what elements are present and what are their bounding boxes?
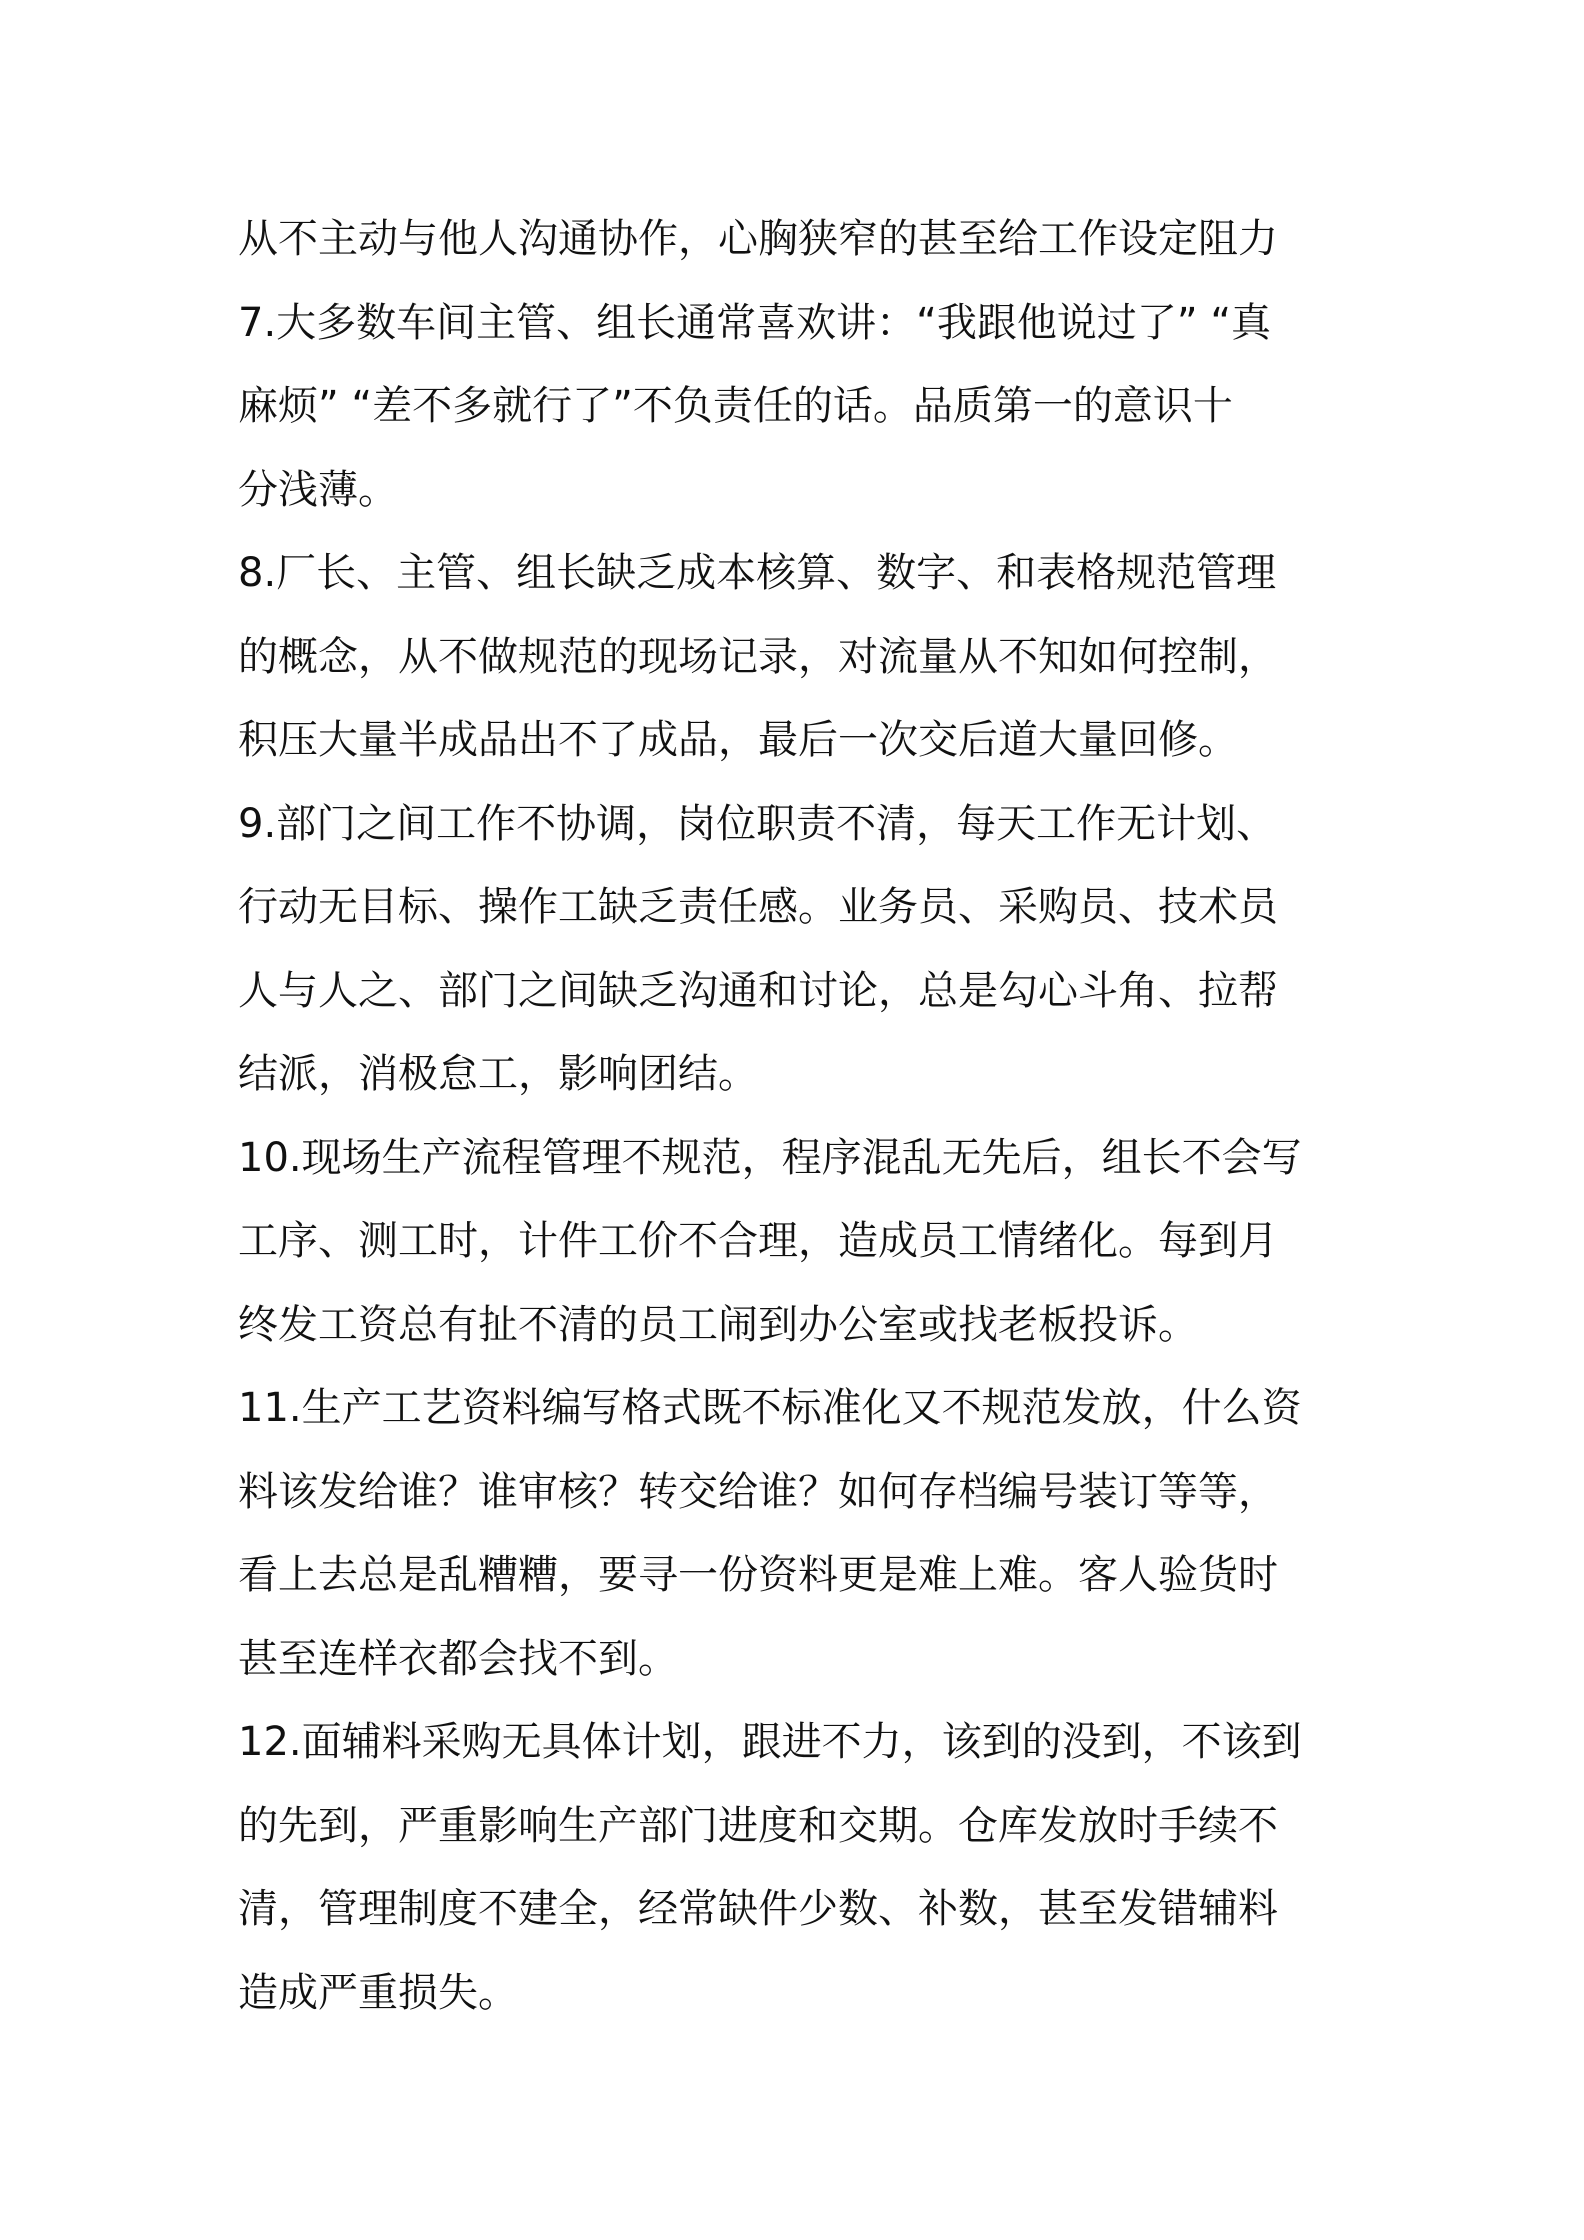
text-line: 结派，消极怠工，影响团结。	[238, 1051, 758, 1097]
text-line: 8.厂长、主管、组长缺乏成本核算、数字、和表格规范管理	[238, 550, 1277, 596]
text-line: 甚至连样衣都会找不到。	[238, 1635, 678, 1682]
text-line: 工序、测工时，计件工价不合理，造成员工情绪化。每到月	[238, 1218, 1278, 1264]
text-line: 的概念，从不做规范的现场记录，对流量从不知如何控制，	[238, 633, 1278, 680]
text-line: 7.大多数车间主管、组长通常喜欢讲：“我跟他说过了” “真	[238, 299, 1272, 346]
text-line: 9.部门之间工作不协调，岗位职责不清，每天工作无计划、	[238, 800, 1277, 847]
text-line: 人与人之、部门之间缺乏沟通和讨论，总是勾心斗角、拉帮	[238, 967, 1278, 1014]
text-line: 造成严重损失。	[238, 1969, 518, 2016]
text-line: 看上去总是乱糟糟，要寻一份资料更是难上难。客人验货时	[238, 1552, 1278, 1598]
text-line: 从不主动与他人沟通协作，心胸狭窄的甚至给工作设定阻力	[238, 216, 1278, 262]
body-text	[238, 198, 1358, 2035]
text-line: 12.面辅料采购无具体计划，跟进不力，该到的没到，不该到	[238, 1719, 1302, 1765]
text-line: 终发工资总有扯不清的员工闹到办公室或找老板投诉。	[238, 1301, 1198, 1348]
text-line: 的先到，严重影响生产部门进度和交期。仓库发放时手续不	[238, 1802, 1278, 1849]
text-line: 行动无目标、操作工缺乏责任感。业务员、采购员、技术员	[238, 884, 1278, 930]
text-line: 分浅薄。	[238, 466, 398, 513]
text-line: 11.生产工艺资料编写格式既不标准化又不规范发放，什么资	[238, 1385, 1302, 1431]
text-line: 麻烦” “差不多就行了”不负责任的话。品质第一的意识十	[238, 383, 1233, 429]
text-line: 清，管理制度不建全，经常缺件少数、补数，甚至发错辅料	[238, 1886, 1278, 1932]
text-line: 10.现场生产流程管理不规范，程序混乱无先后，组长不会写	[238, 1134, 1302, 1181]
text-line: 料该发给谁？谁审核？转交给谁？如何存档编号装订等等，	[238, 1468, 1278, 1515]
text-line: 积压大量半成品出不了成品，最后一次交后道大量回修。	[238, 717, 1238, 763]
